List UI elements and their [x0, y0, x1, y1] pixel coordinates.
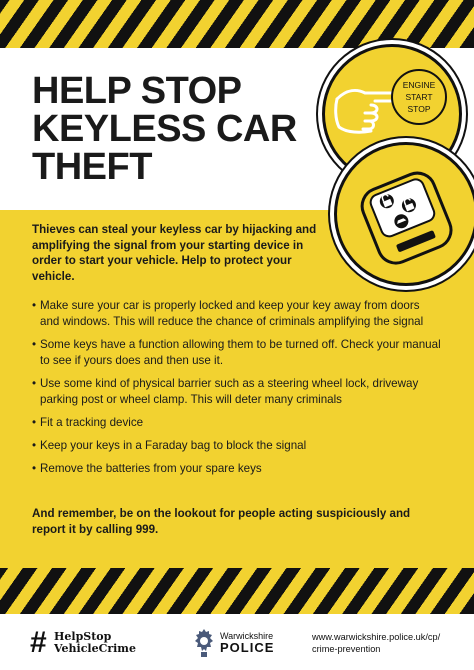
hazard-stripes-bottom: [0, 568, 474, 614]
url-line-2[interactable]: crime-prevention: [312, 644, 381, 654]
prevention-tips-list: [32, 298, 442, 484]
hashtag-line-2: VehicleCrime: [54, 642, 136, 655]
url-line-1[interactable]: www.warwickshire.police.uk/cp/: [312, 632, 441, 642]
list-item: [32, 376, 442, 408]
crime-prevention-url[interactable]: [312, 631, 462, 655]
hash-symbol: #: [30, 626, 47, 659]
button-label-stop: STOP: [407, 104, 431, 114]
intro-paragraph: Thieves can steal your keyless car by hijacking and amplifying the signal from your starting device in order to start your vehicle. Help to protect your vehicle.: [32, 223, 317, 284]
police-crest-icon: [192, 628, 216, 658]
button-label-start: START: [405, 92, 433, 102]
tip-text: Keep your keys in a Faraday bag to block the signal: [40, 439, 307, 452]
closing-paragraph: And remember, be on the lookout for people acting suspiciously and report it by calling 999.: [32, 507, 411, 536]
police-label: POLICE: [220, 640, 275, 655]
headline-line-1: HELP STOP: [32, 70, 242, 112]
tip-text: Fit a tracking device: [40, 416, 144, 429]
button-label-engine: ENGINE: [402, 80, 436, 90]
hashtag-text: [54, 631, 174, 655]
tip-text: Make sure your car is properly locked and keep your key away from doors and windows. This will reduce the chance of criminals amplifying the signal: [40, 299, 424, 328]
hazard-stripes-top: [0, 0, 474, 48]
tip-text: Some keys have a function allowing them to be turned off. Check your manual to see if yours does and then use it.: [40, 338, 441, 367]
bullet: •: [32, 416, 37, 429]
bullet: •: [32, 338, 37, 351]
police-wordmark: [220, 631, 274, 655]
list-item: [32, 415, 442, 431]
footer: [0, 614, 474, 670]
car-key-fob-icon: [337, 145, 474, 283]
list-item: [32, 461, 442, 477]
list-item: [32, 337, 442, 369]
tip-text: Use some kind of physical barrier such as a steering wheel lock, driveway parking post or wheel clamp. This will deter many criminals: [40, 377, 419, 406]
poster-headline: [32, 72, 332, 186]
list-item: [32, 298, 442, 330]
tip-text: Remove the batteries from your spare keys: [40, 462, 262, 475]
headline-line-3: THEFT: [32, 146, 152, 188]
bullet: •: [32, 462, 37, 475]
list-item: [32, 438, 442, 454]
bullet: •: [32, 299, 37, 312]
police-force-name: Warwickshire: [220, 631, 274, 641]
key-fob-graphic: [334, 142, 474, 286]
bullet: •: [32, 439, 37, 452]
headline-line-2: KEYLESS CAR: [32, 108, 297, 150]
bullet: •: [32, 377, 37, 390]
engine-start-stop-button: [391, 69, 447, 125]
hashtag-line-1: HelpStop: [54, 630, 112, 643]
